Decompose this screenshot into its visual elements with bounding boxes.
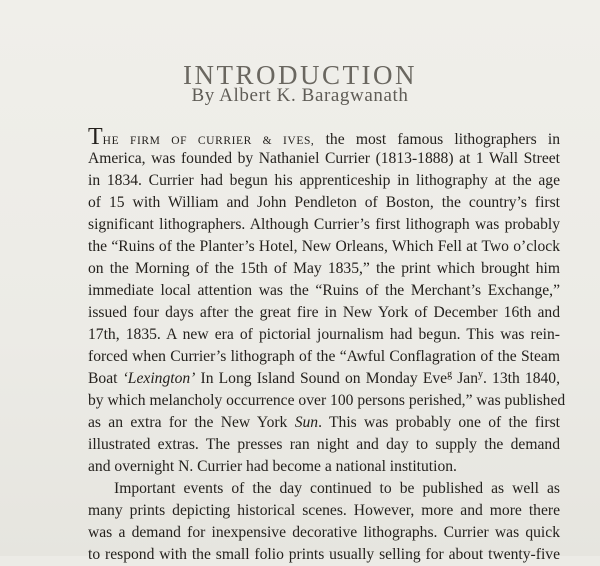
text-line: 17th, 1835. A new era of pictorial journalism had begun. This was rein- — [88, 326, 560, 343]
text-segment: . This was probably one of the first — [318, 414, 560, 431]
text-segment: In Long Island Sound on Monday Eve — [195, 370, 448, 387]
page-title: INTRODUCTION — [183, 60, 417, 91]
text-segment: as an extra for the New York — [88, 414, 295, 431]
text-segment: . 13th 1840, — [483, 370, 560, 387]
text-line: Important events of the day continued to be published as well as — [114, 480, 560, 497]
text-line — [88, 368, 560, 390]
superscript: g — [447, 368, 453, 380]
text-line: America, was founded by Nathaniel Currier (1813-1888) at 1 Wall Street — [88, 150, 560, 167]
text-segment: Jan — [452, 370, 478, 387]
text-line: by which melancholy occurrence over 100 persons perished,” was published — [88, 392, 566, 409]
text-line: many prints depicting historical scenes. However, more and more there — [88, 502, 560, 519]
text-line: of 15 with William and John Pendleton of Boston, the country’s first — [88, 194, 560, 211]
text-line — [88, 126, 560, 148]
author-byline: By Albert K. Baragwanath — [191, 85, 409, 106]
drop-cap: T — [88, 124, 103, 150]
text-line — [88, 412, 560, 434]
ship-name: ‘Lexington’ — [122, 370, 196, 387]
text-line: immediate local attention was the “Ruins of the Merchant’s Exchange,” — [88, 282, 560, 299]
text-line: forced when Currier’s lithograph of the “Awful Conflagration of the Steam — [88, 348, 560, 365]
text-line: significant lithographers. Although Currier’s first lithograph was probably — [88, 216, 560, 233]
text-line: to respond with the small folio prints usually selling for about twenty-five — [88, 546, 560, 563]
text-line: in 1834. Currier had begun his apprenticeship in lithography at the age — [88, 172, 560, 189]
body-text — [88, 124, 566, 566]
text-segment: Boat — [88, 370, 123, 387]
text-line: the “Ruins of the Planter’s Hotel, New Orleans, Which Fell at Two o’clock — [88, 238, 560, 255]
superscript: y — [478, 368, 483, 380]
text-line: and overnight N. Currier had become a national institution. — [88, 458, 457, 475]
text-line: on the Morning of the 15th of May 1835,” the print which brought him — [88, 260, 560, 277]
text-line: was a demand for inexpensive decorative lithographs. Currier was quick — [88, 524, 560, 541]
text-line: issued four days after the great fire in New York of December 16th and — [88, 304, 560, 321]
small-caps-lead-in: HE FIRM OF CURRIER & IVES, — [102, 135, 315, 147]
text-segment: the most famous lithographers in — [314, 131, 561, 148]
text-line: illustrated extras. The presses ran night and day to supply the demand — [88, 436, 560, 453]
newspaper-name: Sun — [294, 414, 319, 431]
